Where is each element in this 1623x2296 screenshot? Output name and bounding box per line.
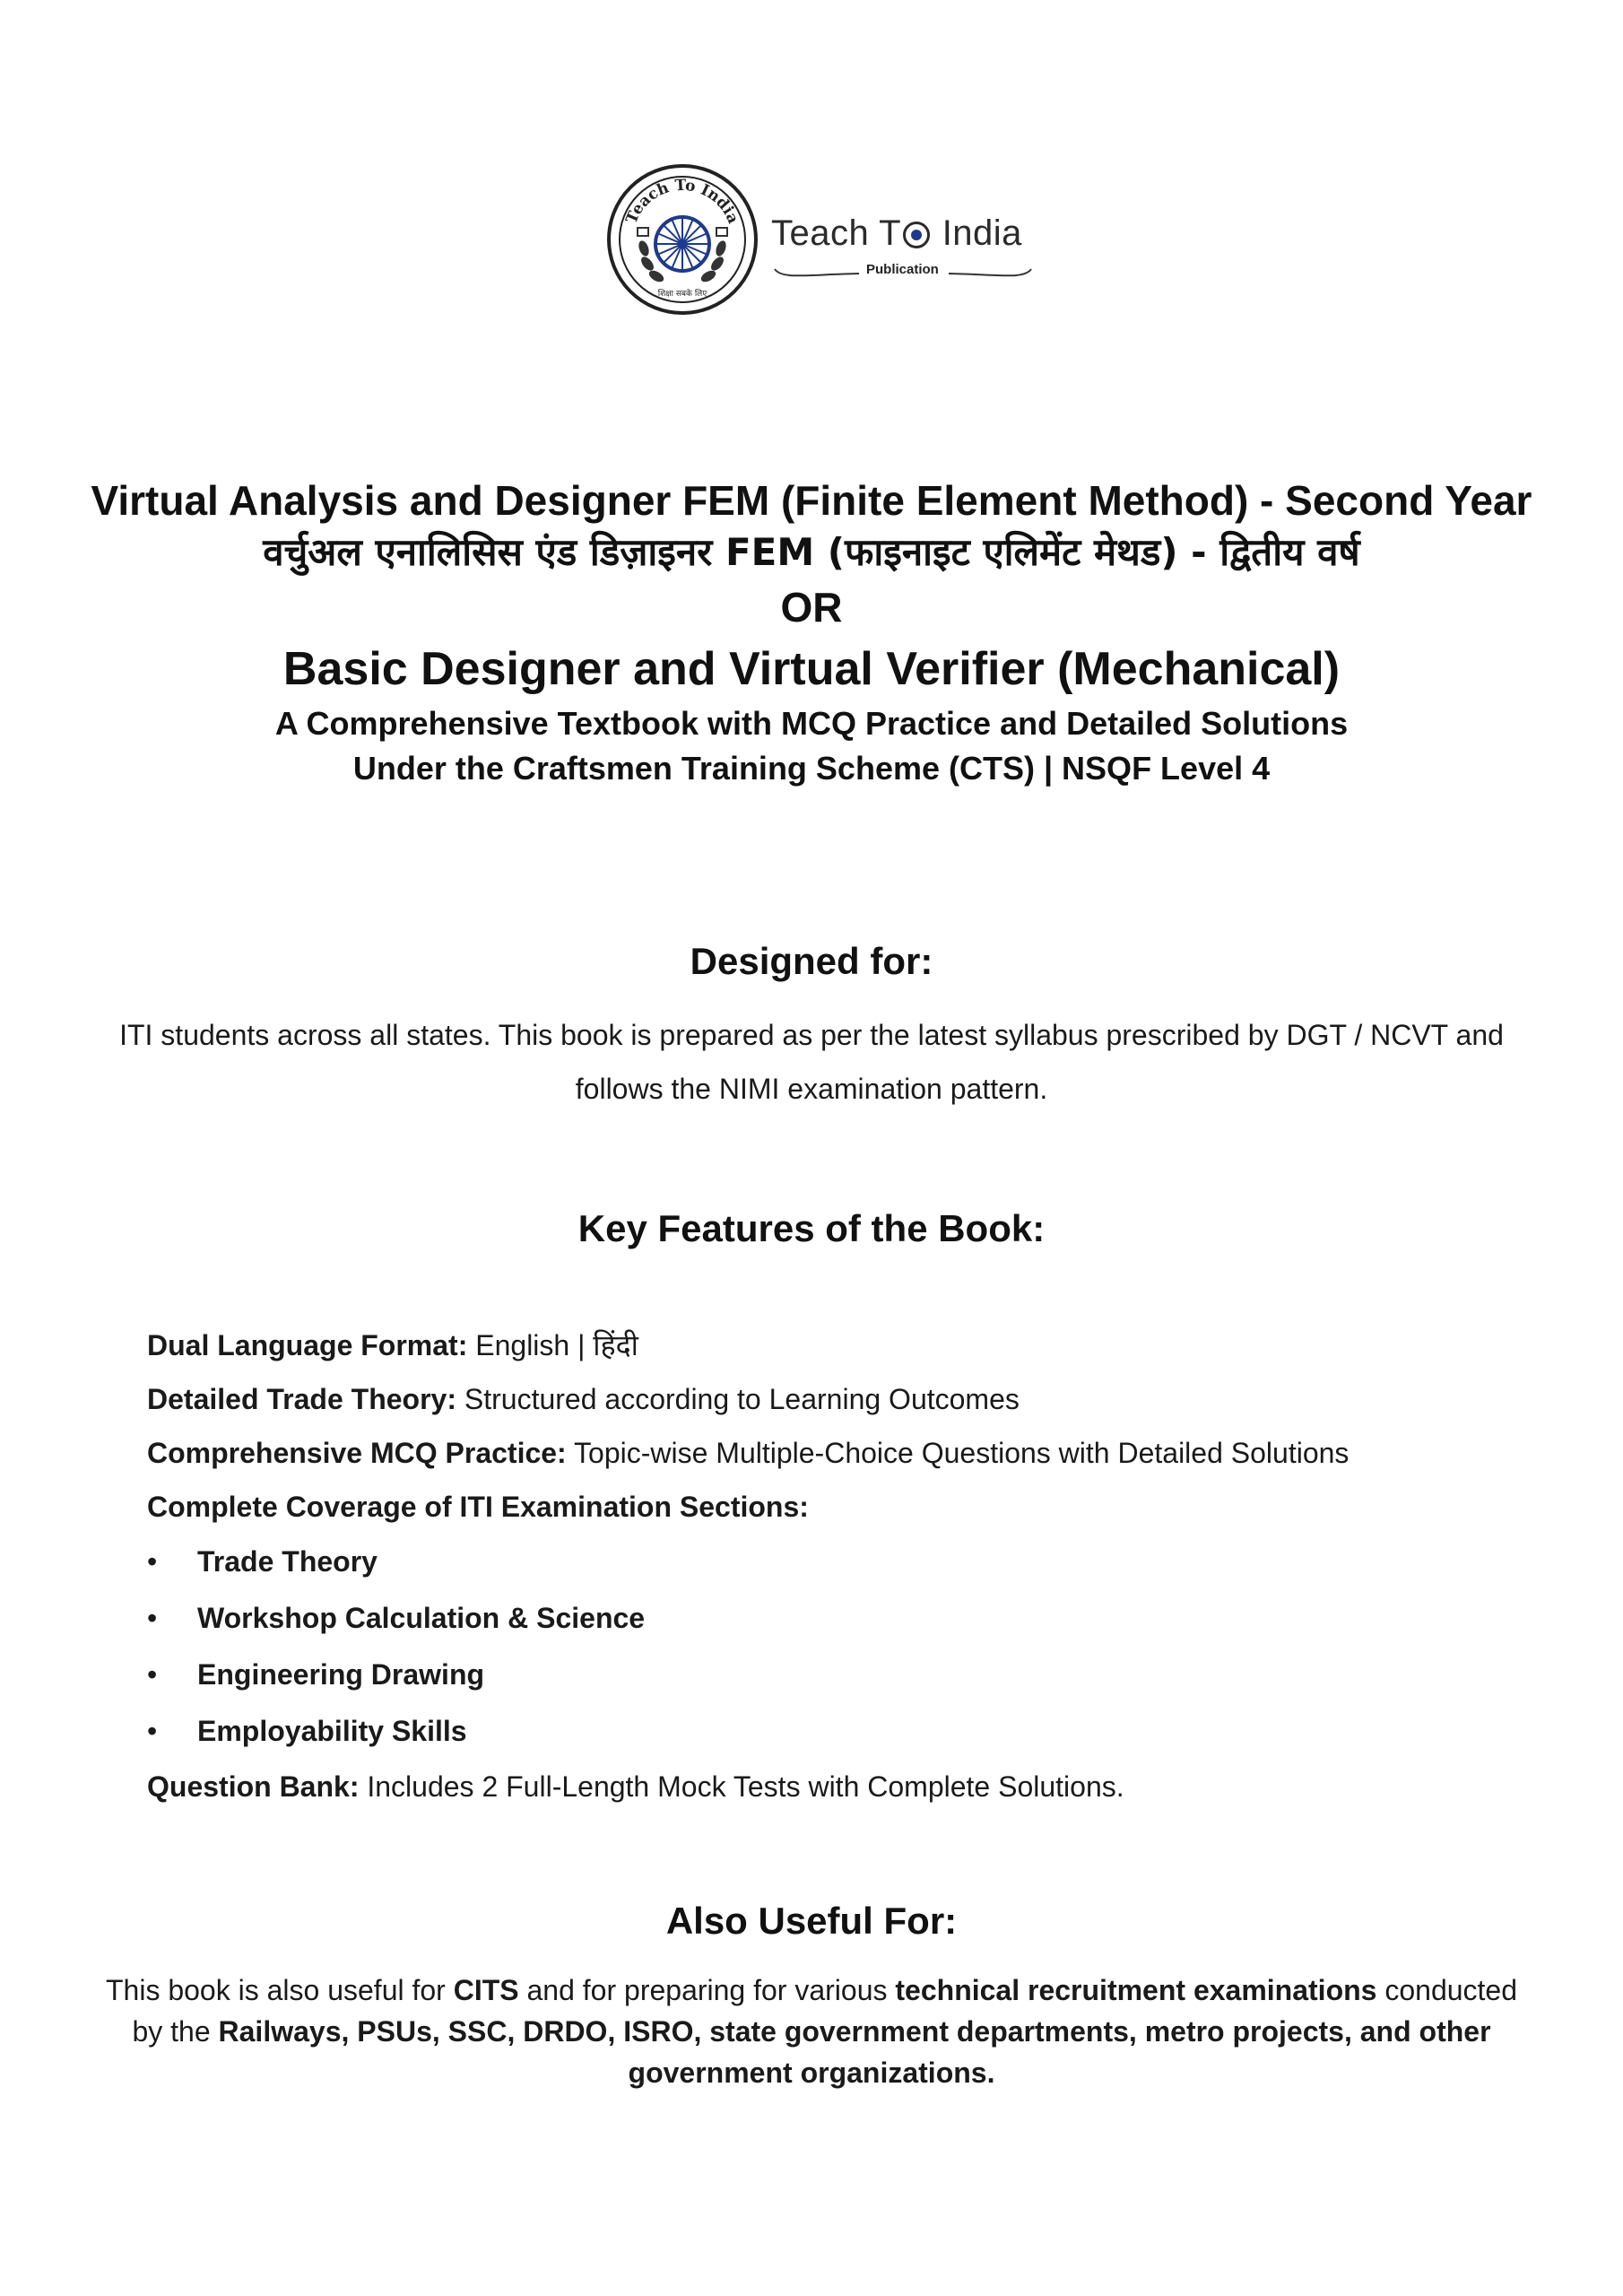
also-useful-line2: by the Railways, PSUs, SSC, DRDO, ISRO, state government departments, metro projects, and other [132,2015,1491,2048]
feature-text: Topic-wise Multiple-Choice Questions with Detailed Solutions [574,1437,1350,1469]
bullet-text: Employability Skills [197,1715,467,1747]
feature-item [147,1480,1492,1534]
feature-label: Detailed Trade Theory: [147,1383,456,1415]
title-alternate: Basic Designer and Virtual Verifier (Mechanical) [282,643,1341,695]
designed-for-line2: follows the NIMI examination pattern. [575,1073,1048,1105]
bullet-icon: • [147,1545,158,1578]
chakra-o-icon [903,222,930,248]
also-useful-line3: government organizations. [628,2057,995,2089]
also-useful-heading: Also Useful For: [665,1900,958,1942]
title-or: OR [780,584,843,631]
bullet-item [147,1590,1492,1647]
seal-emblem-icon [606,163,759,316]
key-features-list [147,1318,1492,1813]
key-features-heading: Key Features of the Book: [577,1207,1046,1249]
title-english: Virtual Analysis and Designer FEM (Finite Element Method) - Second Year [91,477,1532,524]
seal-bottom-text: शिक्षा सबके लिए [657,290,707,299]
bullet-item [147,1647,1492,1703]
bullet-item [147,1534,1492,1590]
feature-item [147,1318,1492,1372]
feature-label: Question Bank: [147,1770,360,1803]
question-bank-item [147,1760,1492,1813]
title-hindi: वर्चुअल एनालिसिस एंड डिज़ाइनर FEM (फाइनाइट एलिमेंट मेथड) - द्वितीय वर्ष [263,530,1360,574]
feature-label: Comprehensive MCQ Practice: [147,1437,567,1469]
key-features-heading-wrap [0,1207,1623,1250]
feature-item [147,1426,1492,1480]
subtitle-scheme: Under the Craftsmen Training Scheme (CTS) | NSQF Level 4 [352,750,1271,787]
svg-text:Teach To India: Teach To India [622,176,742,227]
feature-item [147,1372,1492,1426]
designed-for-line1: ITI students across all states. This book is prepared as per the latest syllabus prescribed by DGT / NCVT and [119,1019,1504,1051]
subtitle-textbook: A Comprehensive Textbook with MCQ Practice and Detailed Solutions [274,705,1349,742]
also-useful-section [0,1900,1623,2093]
feature-label: Complete Coverage of ITI Examination Sections: [147,1491,809,1523]
title-block [0,474,1623,791]
brand-name-part2: India [942,213,1022,253]
also-useful-line1: This book is also useful for CITS and for preparing for various technical recruitment examinations conducted [105,1974,1518,2006]
feature-label: Dual Language Format: [147,1329,468,1361]
brand-name-part1: Teach T [771,213,902,253]
bullet-icon: • [147,1715,158,1747]
feature-text: Structured according to Learning Outcomes [464,1383,1020,1415]
bullet-text: Engineering Drawing [197,1658,485,1691]
publisher-logo [606,163,1037,316]
designed-for-heading: Designed for: [690,940,933,982]
bullet-text: Workshop Calculation & Science [197,1602,646,1634]
bullet-icon: • [147,1658,158,1691]
feature-text: English | हिंदी [475,1329,638,1361]
designed-for-section [0,940,1623,1116]
bullet-icon: • [147,1602,158,1634]
publication-label: Publication [866,262,939,277]
bullet-text: Trade Theory [197,1545,378,1578]
brand-name [771,213,1022,254]
bullet-item [147,1703,1492,1760]
feature-text: Includes 2 Full-Length Mock Tests with Complete Solutions. [367,1770,1124,1803]
